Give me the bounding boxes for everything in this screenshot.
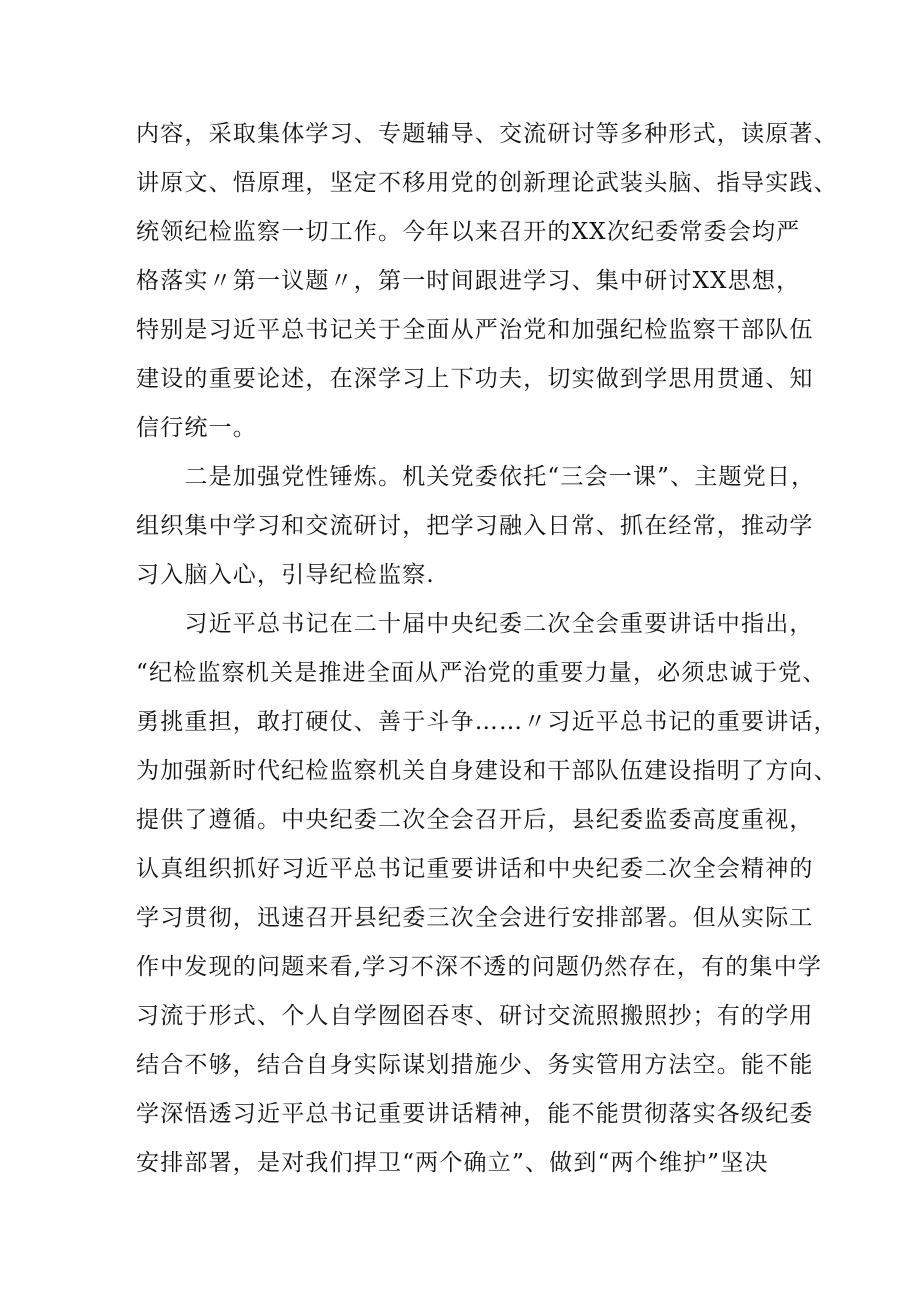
text-line-15: 提供了遵循。中央纪委二次全会召开后，县纪委监委高度重视，	[136, 807, 814, 833]
text-line-20: 结合不够，结合自身实际谋划措施少、务实管用方法空。能不能	[136, 1052, 814, 1078]
text-line-10: 习入脑入心，引导纪检监察.	[136, 562, 435, 588]
text-line-8: 二是加强党性锤炼。机关党委依托“三会一课”、主题党日，	[136, 464, 816, 490]
text-line-11: 习近平总书记在二十届中央纪委二次全会重要讲话中指出，	[136, 611, 814, 637]
text-line-7: 信行统一。	[136, 415, 257, 441]
text-line-4: 格落实〃第一议题〃，第一时间跟进学习、集中研讨XX思想，	[136, 268, 801, 294]
text-line-21: 学深悟透习近平总书记重要讲话精神，能不能贯彻落实各级纪委	[136, 1101, 814, 1127]
text-line-3: 统领纪检监察一切工作。今年以来召开的XX次纪委常委会均严	[136, 219, 801, 245]
text-line-9: 组织集中学习和交流研讨，把学习融入日常、抓在经常，推动学	[136, 513, 814, 539]
text-line-1: 内容，采取集体学习、专题辅导、交流研讨等多种形式，读原著、	[136, 121, 838, 147]
text-line-13: 勇挑重担，敢打硬仗、善于斗争……〃习近平总书记的重要讲话，	[136, 709, 838, 735]
text-line-18: 作中发现的问题来看,学习不深不透的问题仍然存在，有的集中学	[136, 954, 823, 980]
text-line-6: 建设的重要论述，在深学习上下功夫，切实做到学思用贯通、知	[136, 366, 814, 392]
text-line-2: 讲原文、悟原理，坚定不移用党的创新理论武装头脑、指导实践、	[136, 170, 838, 196]
text-line-17: 学习贯彻，迅速召开县纪委三次全会进行安排部署。但从实际工	[136, 905, 814, 931]
text-line-5: 特别是习近平总书记关于全面从严治党和加强纪检监察干部队伍	[136, 317, 814, 343]
text-line-12: “纪检监察机关是推进全面从严治党的重要力量，必须忠诚于党、	[136, 660, 827, 686]
text-line-22: 安排部署，是对我们捍卫“两个确立”、做到“两个维护”坚决	[136, 1150, 769, 1176]
text-line-16: 认真组织抓好习近平总书记重要讲话和中央纪委二次全会精神的	[136, 856, 814, 882]
text-line-19: 习流于形式、个人自学囫囵吞枣、研讨交流照搬照抄；有的学用	[136, 1003, 814, 1029]
text-line-14: 为加强新时代纪检监察机关自身建设和干部队伍建设指明了方向、	[136, 758, 838, 784]
